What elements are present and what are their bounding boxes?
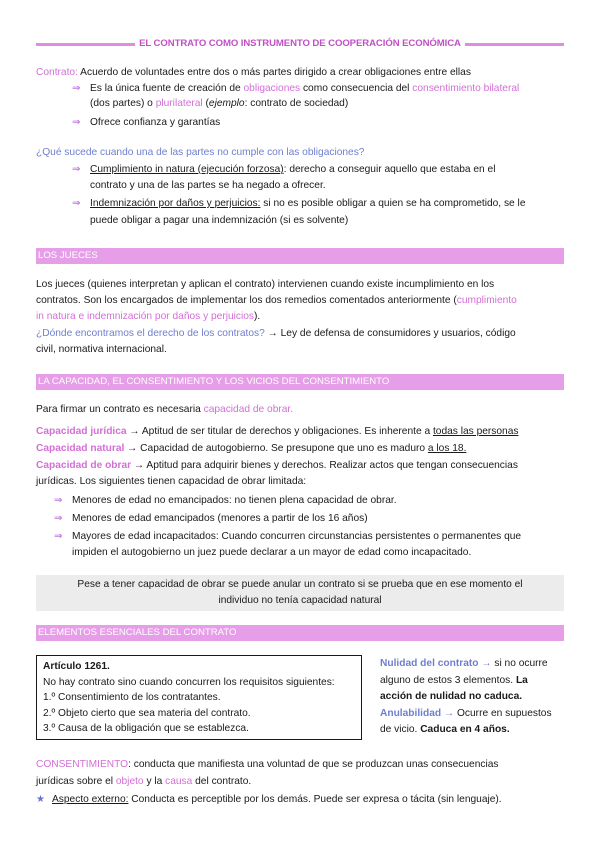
text: → Aptitud para adquirir bienes y derechos. Realizar actos que tengan consecuencias: [131, 460, 518, 471]
text: (: [202, 98, 209, 109]
title-bar: [36, 38, 564, 51]
text: Para firmar un contrato es necesaria: [36, 404, 204, 415]
capacidad-obrar-cont: jurídicas. Los siguientes tienen capacidad de obrar limitada:: [36, 476, 307, 487]
section-header-elementos: ELEMENTOS ESENCIALES DEL CONTRATO: [36, 625, 564, 641]
term: Capacidad jurídica: [36, 426, 127, 437]
highlight-text: plurilateral: [155, 98, 203, 109]
text: Es la única fuente de creación de: [90, 83, 244, 94]
text: Mayores de edad incapacitados: Cuando concurren circunstancias persistentes o permanentes que: [72, 531, 522, 542]
text: → Aptitud de ser titular de derechos y obligaciones. Es inherente a: [126, 426, 433, 437]
contrato-def: Acuerdo de voluntades entre dos o más partes dirigido a crear obligaciones entre ellas: [77, 67, 471, 78]
highlight-text: consentimiento bilateral: [412, 83, 520, 94]
double-arrow-icon: ⇒: [72, 164, 81, 175]
text: → Capacidad de autogobierno. Se presupone que uno es maduro: [124, 443, 428, 454]
jueces-p1: Los jueces (quienes interpretan y aplican el contrato) intervienen cuando existe incumplimiento en los: [36, 279, 495, 290]
articulo-box: [36, 655, 362, 740]
text: todas las personas: [432, 426, 519, 437]
double-arrow-icon: ⇒: [54, 513, 63, 524]
contrato-definition: [36, 66, 471, 80]
jueces-p3: [36, 310, 260, 324]
text: Caduca en 4 años.: [420, 724, 510, 735]
note-line-2: individuo no tenía capacidad natural: [218, 595, 382, 606]
highlight-text: capacidad de obrar.: [203, 404, 294, 415]
text: → Ley de defensa de consumidores y usuarios, código: [264, 328, 516, 339]
text: Ocurre en supuestos: [454, 707, 552, 719]
text: : contrato de sociedad): [244, 98, 349, 109]
blue-question: ¿Dónde encontramos el derecho de los contratos?: [36, 328, 265, 339]
term: Capacidad natural: [36, 443, 125, 454]
text: si no es posible obligar a quien se ha comprometido, se le: [260, 198, 526, 209]
text: : conducta que manifiesta una voluntad de que se produzcan unas consecuencias: [128, 759, 499, 770]
cumplimiento-bullet: [72, 163, 496, 177]
double-arrow-icon: ⇒: [54, 495, 63, 506]
text: si no ocurre: [491, 658, 548, 669]
incumplimiento-question: ¿Qué sucede cuando una de las partes no cumple con las obligaciones?: [36, 147, 365, 158]
note-line-1: Pese a tener capacidad de obrar se puede anular un contrato si se prueba que en ese momento el: [77, 579, 523, 590]
page-title: EL CONTRATO COMO INSTRUMENTO DE COOPERACIÓN ECONÓMICA: [135, 38, 465, 49]
text: ejemplo: [208, 98, 245, 109]
indemnizacion-bullet-cont: puede obligar a pagar una indemnización (si es solvente): [90, 215, 349, 226]
text: Cumplimiento in natura (ejecución forzosa): [90, 164, 284, 175]
text: y la: [143, 776, 166, 787]
aspecto-externo: [36, 793, 502, 807]
text: (dos partes) o: [90, 98, 156, 109]
capacidad-juridica: [36, 425, 518, 439]
articulo-line: 2.º Objeto cierto que sea materia del contrato.: [43, 707, 251, 719]
text: alguno de estos 3 elementos.: [380, 674, 516, 686]
contrato-bullet-1-cont: [90, 97, 348, 111]
text: : derecho a conseguir aquello que estaba en el: [283, 164, 496, 175]
text: Conducta es perceptible por los demás. Puede ser expresa o tácita (sin lenguaje).: [128, 794, 502, 805]
limitada-item-1: [54, 494, 397, 508]
text: Menores de edad no emancipados: no tienen plena capacidad de obrar.: [72, 495, 397, 506]
text: jurídicas sobre el: [36, 776, 116, 787]
articulo-line: 3.º Causa de la obligación que se establezca.: [43, 723, 249, 734]
consentimiento-def: [36, 758, 498, 772]
term: CONSENTIMIENTO: [36, 759, 129, 770]
text: ).: [254, 311, 261, 322]
star-icon: ★: [36, 794, 46, 805]
text: de vicio.: [380, 724, 421, 735]
indemnizacion-bullet: [72, 197, 525, 211]
highlight-text: cumplimiento: [456, 295, 517, 306]
capacidad-obrar: [36, 459, 518, 473]
capacidad-intro: [36, 403, 293, 417]
term: Nulidad del contrato →: [380, 658, 492, 669]
text: Menores de edad emancipados (menores a partir de los 16 años): [72, 513, 368, 524]
text: acción de nulidad no caduca.: [380, 691, 523, 702]
text: La: [515, 674, 528, 686]
section-header-capacidad: LA CAPACIDAD, EL CONSENTIMIENTO Y LOS VICIOS DEL CONSENTIMIENTO: [36, 374, 564, 390]
jueces-p2: [36, 294, 517, 308]
term: Anulabilidad →: [380, 707, 455, 719]
text: del contrato.: [192, 776, 252, 787]
highlight-text: objeto: [115, 776, 144, 787]
jueces-question-cont: civil, normativa internacional.: [36, 344, 167, 355]
articulo-line: No hay contrato sino cuando concurren los requisitos siguientes:: [43, 676, 335, 688]
highlight-text: in natura e indemnización por daños y perjuicios: [36, 311, 255, 322]
nulidad-notes: [380, 656, 568, 739]
text: contratos. Son los encargados de implementar los dos remedios comentados anteriormente (: [36, 295, 457, 306]
text: a los 18.: [427, 443, 467, 454]
text: Indemnización por daños y perjuicios:: [90, 198, 261, 209]
text: Ofrece confianza y garantías: [90, 117, 221, 128]
limitada-item-3: [54, 530, 521, 544]
text: como consecuencia del: [300, 83, 413, 94]
double-arrow-icon: ⇒: [72, 83, 81, 94]
double-arrow-icon: ⇒: [72, 198, 81, 209]
jueces-question: [36, 327, 516, 341]
contrato-term: Contrato:: [36, 67, 78, 78]
contrato-bullet-2: [72, 116, 220, 130]
articulo-line: 1.º Consentimiento de los contratantes.: [43, 692, 221, 703]
capacidad-natural: [36, 442, 466, 456]
limitada-item-3-cont: impiden el autogobierno un juez puede declarar a un mayor de edad como incapacitado.: [72, 547, 472, 558]
double-arrow-icon: ⇒: [54, 531, 63, 542]
articulo-title: Artículo 1261.: [43, 661, 110, 672]
cumplimiento-bullet-cont: contrato y una de las partes se ha negado a ofrecer.: [90, 180, 326, 191]
note-box: [36, 575, 564, 611]
consentimiento-def-cont: [36, 775, 251, 789]
highlight-text: causa: [165, 776, 193, 787]
limitada-item-2: [54, 512, 368, 526]
term: Capacidad de obrar: [36, 460, 132, 471]
contrato-bullet-1: [72, 82, 519, 96]
double-arrow-icon: ⇒: [72, 117, 81, 128]
section-header-jueces: LOS JUECES: [36, 248, 564, 264]
text: Aspecto externo:: [52, 794, 129, 805]
highlight-text: obligaciones: [243, 83, 301, 94]
